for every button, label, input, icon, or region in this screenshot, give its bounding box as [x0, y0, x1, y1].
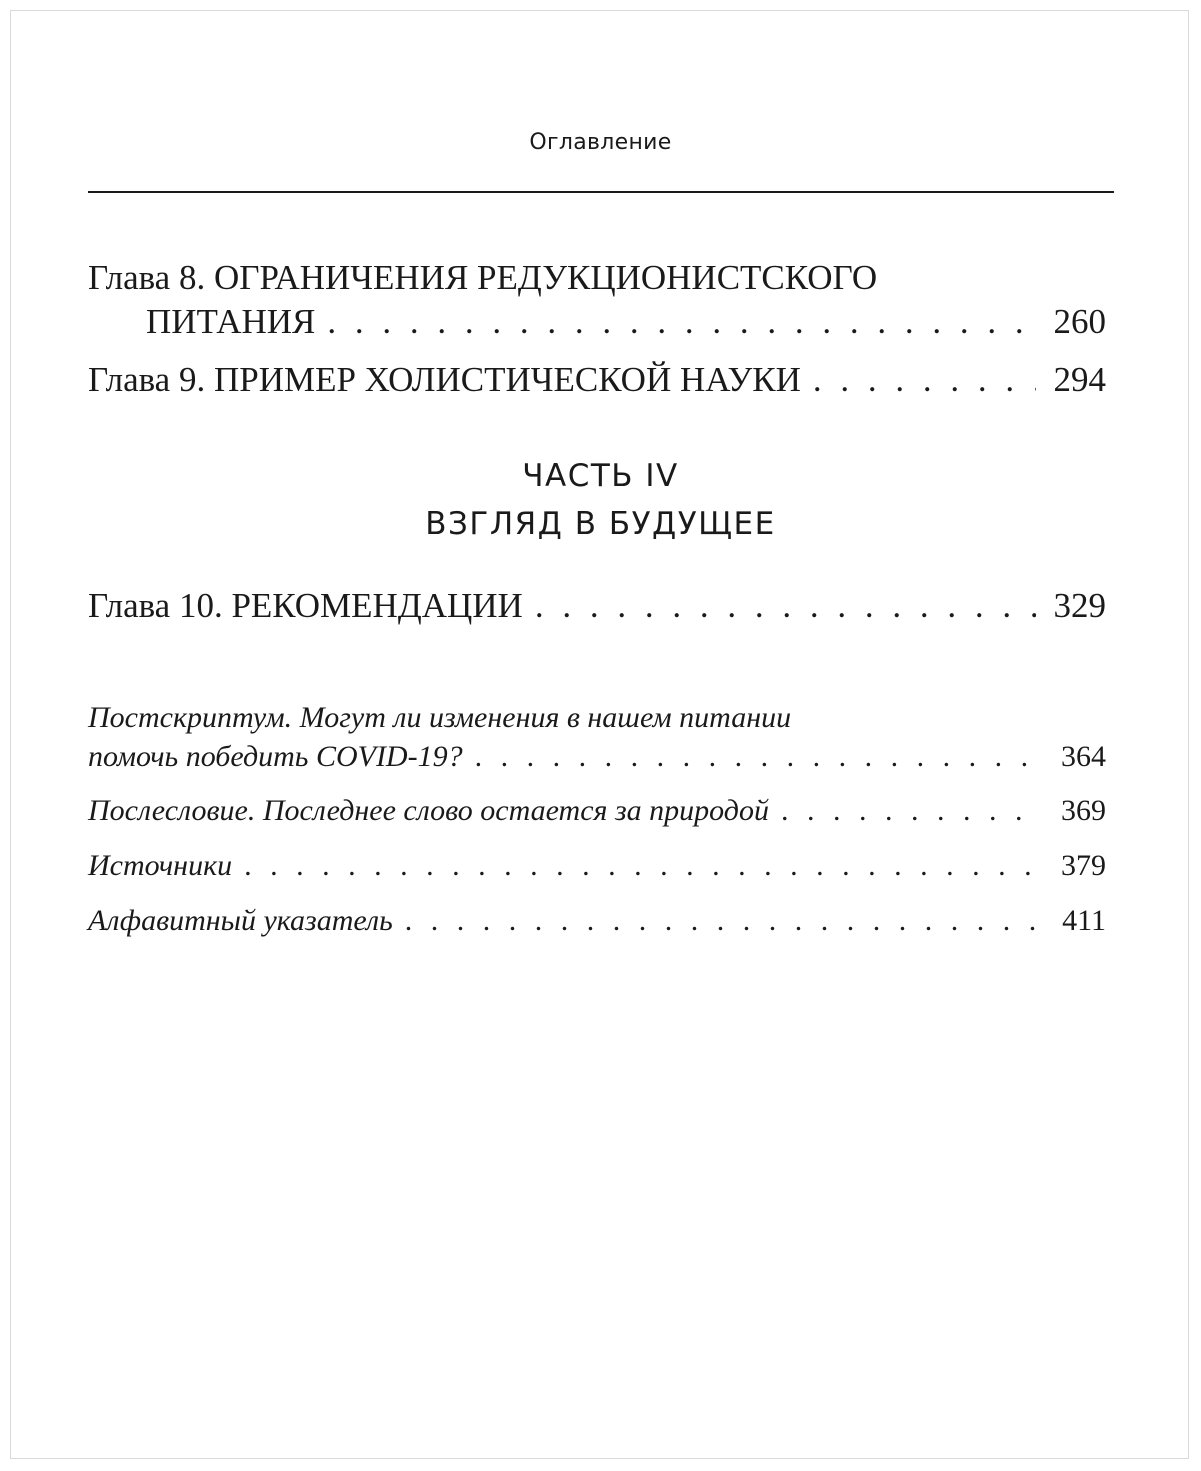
header-rule: [88, 191, 1114, 193]
toc-entry-label: Источники: [88, 849, 233, 882]
page-number: 294: [1053, 360, 1106, 399]
toc-entry-label: Послесловие. Последнее слово остается за природой: [88, 794, 769, 827]
part-title: ВЗГЛЯД В БУДУЩЕЕ: [425, 506, 776, 542]
toc-entry-postscript: [88, 740, 1106, 774]
toc-entry-label: Глава 9. ПРИМЕР ХОЛИСТИЧЕСКОЙ НАУКИ: [88, 360, 801, 399]
dot-leader: [475, 740, 1043, 774]
toc-entry-afterword: [88, 794, 1106, 828]
part-number: ЧАСТЬ IV: [522, 458, 679, 494]
toc-entry-postscript-title: [88, 701, 1106, 735]
dot-leader: [327, 302, 1035, 342]
dot-leader: [405, 904, 1044, 938]
toc-entry-sources: [88, 849, 1106, 883]
toc-entry-label: Глава 8. ОГРАНИЧЕНИЯ РЕДУКЦИОНИСТСКОГО: [88, 258, 878, 297]
toc-entry-label: Алфавитный указатель: [88, 904, 393, 937]
dot-leader: [244, 849, 1043, 883]
toc-entry-label: Постскриптум. Могут ли изменения в нашем питании: [88, 701, 792, 734]
running-head: Оглавление: [529, 130, 672, 155]
toc-entry-chapter-10: [88, 586, 1106, 626]
toc-entry-label: Глава 10. РЕКОМЕНДАЦИИ: [88, 586, 523, 625]
toc-entry-label: помочь победить COVID-19?: [88, 740, 463, 773]
toc-entry-chapter-8: [146, 302, 1106, 342]
dot-leader: [535, 586, 1036, 626]
dot-leader: [781, 794, 1043, 828]
toc-entry-chapter-8-title: [88, 258, 1106, 298]
page-number: 411: [1062, 904, 1106, 937]
page-number: 329: [1053, 586, 1106, 625]
toc-entry-label: ПИТАНИЯ: [146, 302, 316, 341]
page-number: 369: [1061, 794, 1106, 827]
page-number: 364: [1061, 740, 1106, 773]
dot-leader: [813, 360, 1036, 400]
toc-entry-chapter-9: [88, 360, 1106, 400]
toc-entry-index: [88, 904, 1106, 938]
page-number: 260: [1053, 302, 1106, 341]
page-number: 379: [1061, 849, 1106, 882]
